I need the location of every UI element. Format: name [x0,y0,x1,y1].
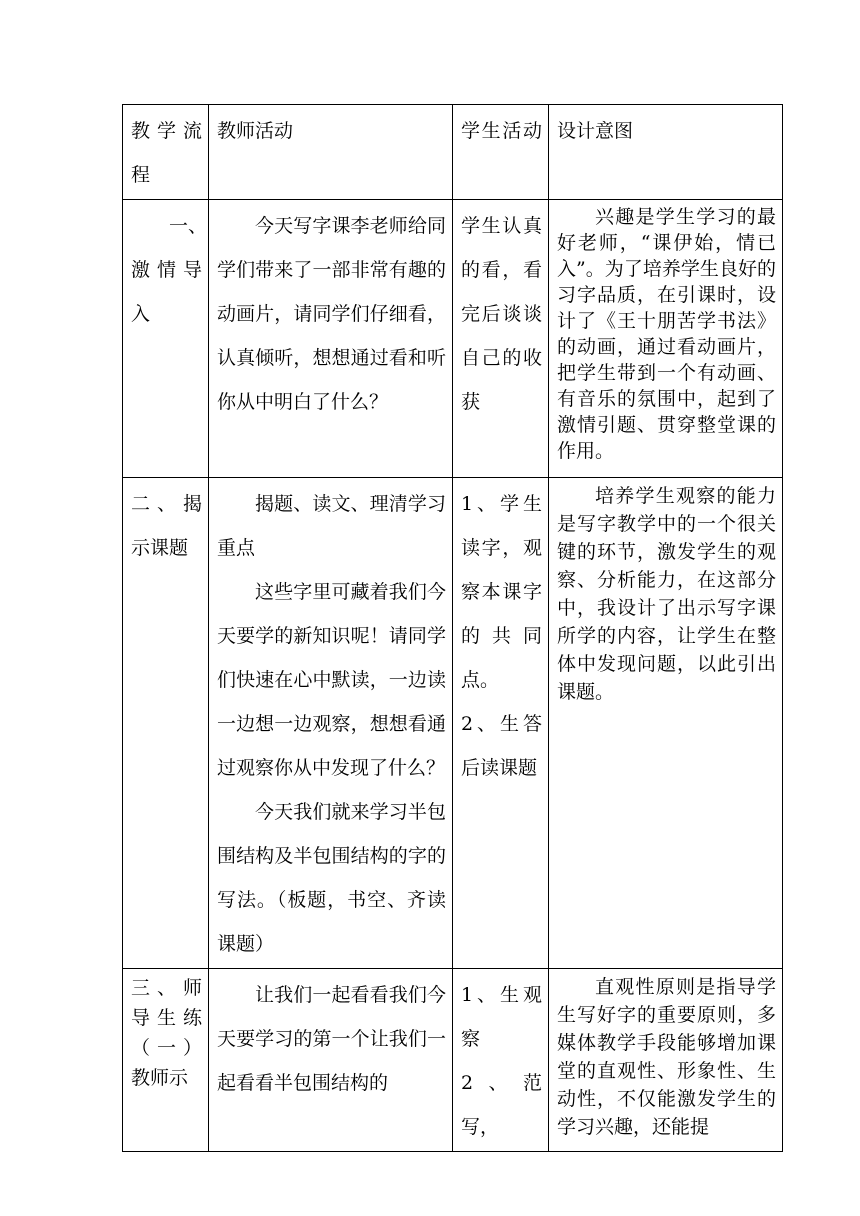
table-header-row [123,105,783,200]
teacher-cell [209,200,453,478]
teacher-cell [209,478,453,969]
teacher-paragraph: 这些字里可藏着我们今天要学的新知识呢！请同学们快速在心中默读，一边读一边想一边观察，想想看通过观察你从中发现了什么？ [217,581,446,779]
teacher-paragraph: 揭题、读文、理清学习重点 [217,493,446,559]
student-paragraph: 1、学生读字，观察本课字的共同点。 [461,493,542,691]
teacher-paragraph: 今天我们就来学习半包围结构及半包围结构的字的写法。（板题，书空、齐读课题） [217,801,446,955]
teacher-cell [209,969,453,1152]
student-paragraph: 2、生答后读课题 [461,713,542,779]
table-row [123,969,783,1152]
student-paragraph: 2、范写， [461,1072,542,1138]
header-student: 学生活动 [453,105,549,200]
student-cell [453,478,549,969]
flow-cell: 一、激情导入 [123,200,209,478]
design-cell: 直观性原则是指导学生写好字的重要原则，多媒体教学手段能够增加课堂的直观性、形象性、生动性，不仅能激发学生的学习兴趣，还能提 [549,969,783,1152]
lesson-plan-table [122,104,783,1152]
student-cell: 学生认真的看，看完后谈谈自己的收获 [453,200,549,478]
flow-cell: 二、揭示课题 [123,478,209,969]
header-flow: 教学流程 [123,105,209,200]
flow-cell: 三、师导生练（一）教师示 [123,969,209,1152]
header-design: 设计意图 [549,105,783,200]
header-teacher: 教师活动 [209,105,453,200]
design-cell: 培养学生观察的能力是写字教学中的一个很关键的环节，激发学生的观察、分析能力，在这部分中，我设计了出示写字课所学的内容，让学生在整体中发现问题，以此引出课题。 [549,478,783,969]
table-row [123,478,783,969]
teacher-paragraph: 今天写字课李老师给同学们带来了一部非常有趣的动画片，请同学们仔细看，认真倾听，想想通过看和听你从中明白了什么？ [217,215,446,413]
table-row [123,200,783,478]
student-cell [453,969,549,1152]
design-cell: 兴趣是学生学习的最好老师，“课伊始，情已入”。为了培养学生良好的习字品质，在引课时，设计了《王十朋苦学书法》的动画，通过看动画片，把学生带到一个有动画、有音乐的氛围中，起到了激情引题、贯穿整堂课的作用。 [549,200,783,478]
teacher-paragraph: 让我们一起看看我们今天要学习的第一个让我们一起看看半包围结构的 [217,984,446,1094]
student-paragraph: 1、生观察 [461,984,542,1050]
